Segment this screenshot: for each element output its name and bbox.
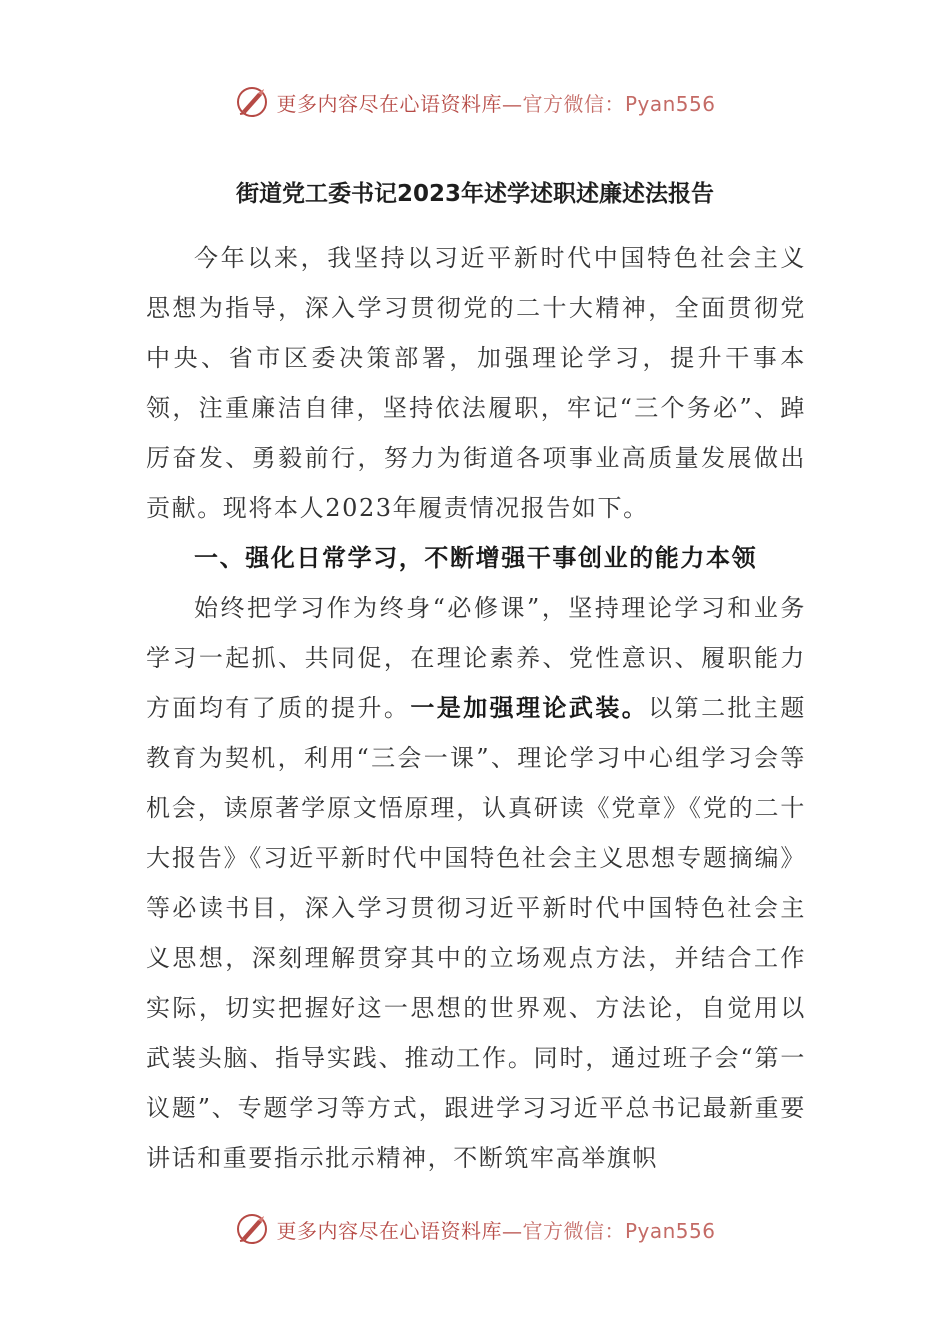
quill-pen-logo-icon: [234, 1211, 270, 1247]
footer-separator: —: [501, 1218, 523, 1243]
banner-text: [276, 88, 715, 117]
section-1-paragraph: [146, 583, 806, 1183]
banner-separator: —: [501, 91, 523, 116]
header-banner: [0, 82, 950, 122]
banner-wechat-text: 官方微信：Pyan556: [522, 91, 716, 116]
section-1-text-start: 始终把学习作为终身“必修课”，坚持理论学习和业务学习一起抓、共同促，在理论素养、党性意识、履职能力方面均有了质的提升。: [146, 594, 806, 722]
footer-library-text: 更多内容尽在心语资料库: [276, 1218, 502, 1243]
section-heading-1: 一、强化日常学习，不断增强干事创业的能力本领: [194, 544, 758, 572]
section-1-text-rest: 以第二批主题教育为契机，利用“三会一课”、理论学习中心组学习会等机会，读原著学原文悟原理，认真研读《党章》《党的二十大报告》《习近平新时代中国特色社会主义思想专题摘编》等必读书目，深入学习贯彻习近平新时代中国特色社会主义思想，深刻理解贯穿其中的立场观点方法，并结合工作实际，切实把握好这一思想的世界观、方法论，自觉用以武装头脑、指导实践、推动工作。同时，通过班子会“第一议题”、专题学习等方式，跟进学习习近平总书记最新重要讲话和重要指示批示精神，不断筑牢高举旗帜: [146, 694, 806, 1172]
section-1-bold-point: 一是加强理论武装。: [410, 694, 649, 722]
banner-library-text: 更多内容尽在心语资料库: [276, 91, 502, 116]
footer-banner: [0, 1209, 950, 1249]
footer-wechat-text: 官方微信：Pyan556: [522, 1218, 716, 1243]
quill-pen-logo-icon: [234, 84, 270, 120]
document-body: [146, 233, 806, 1183]
footer-banner-text: [276, 1215, 715, 1244]
page-title: 街道党工委书记2023年述学述职述廉述法报告: [235, 181, 714, 207]
intro-paragraph: 今年以来，我坚持以习近平新时代中国特色社会主义思想为指导，深入学习贯彻党的二十大精神，全面贯彻党中央、省市区委决策部署，加强理论学习，提升干事本领，注重廉洁自律，坚持依法履职，牢记“三个务必”、踔厉奋发、勇毅前行，努力为街道各项事业高质量发展做出贡献。现将本人2023年履责情况报告如下。: [146, 244, 806, 522]
